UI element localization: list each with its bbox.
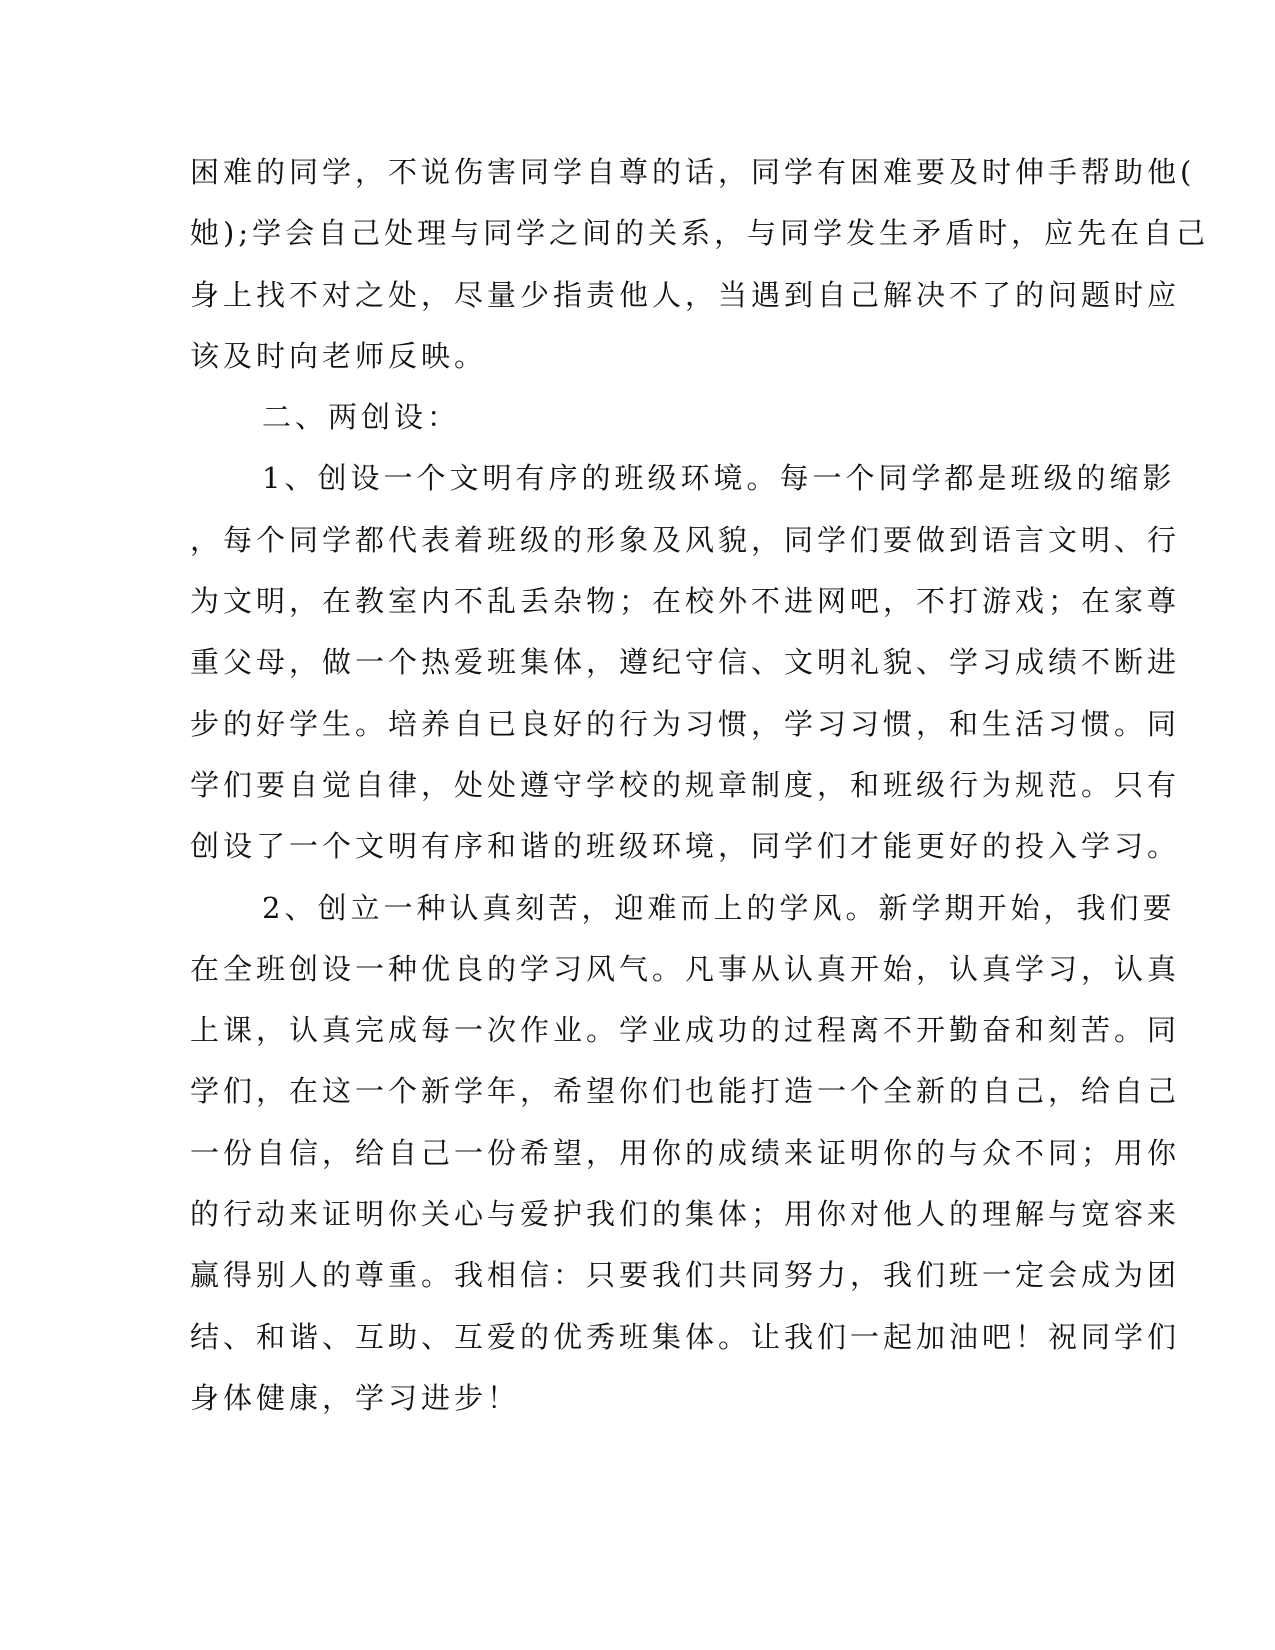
text-line: 重父母，做一个热爱班集体，遵纪守信、文明礼貌、学习成绩不断进 [190,645,1181,680]
text-line: 学们，在这一个新学年，希望你们也能打造一个全新的自己，给自己 [190,1074,1181,1109]
text-line: 结、和谐、互助、互爱的优秀班集体。让我们一起加油吧！祝同学们 [190,1319,1181,1354]
body-text [190,142,1210,1429]
text-line: 上课，认真完成每一次作业。学业成功的过程离不开勤奋和刻苦。同 [190,1013,1181,1048]
text-line: 困难的同学，不说伤害同学自尊的话，同学有困难要及时伸手帮助他( [190,155,1196,189]
text-line: 该及时向老师反映。 [190,338,488,373]
text-line: 在全班创设一种优良的学习风气。凡事从认真开始，认真学习，认真 [190,951,1181,986]
text-line: 身上找不对之处，尽量少指责他人，当遇到自己解决不了的问题时应 [190,277,1181,312]
text-line: 身体健康，学习进步！ [190,1380,521,1415]
text-line: 学们要自觉自律，处处遵守学校的规章制度，和班级行为规范。只有 [190,767,1181,802]
text-line: 她);学会自己处理与同学之间的关系，与同学发生矛盾时，应先在自己 [190,216,1210,251]
text-line: 创设了一个文明有序和谐的班级环境，同学们才能更好的投入学习。 [190,829,1181,864]
text-line: 2、创立一种认真刻苦，迎难而上的学风。新学期开始，我们要 [262,890,1176,925]
text-line: ，每个同学都代表着班级的形象及风貌，同学们要做到语言文明、行 [190,522,1181,557]
text-line: 1、创设一个文明有序的班级环境。每一个同学都是班级的缩影 [262,461,1176,496]
section-heading: 二、两创设： [262,400,461,435]
text-line: 赢得别人的尊重。我相信：只要我们共同努力，我们班一定会成为团 [190,1258,1181,1293]
text-line: 为文明，在教室内不乱丢杂物；在校外不进网吧，不打游戏；在家尊 [190,584,1181,619]
text-line: 步的好学生。培养自已良好的行为习惯，学习习惯，和生活习惯。同 [190,706,1181,741]
text-line: 一份自信，给自己一份希望，用你的成绩来证明你的与众不同；用你 [190,1135,1181,1170]
text-line: 的行动来证明你关心与爱护我们的集体；用你对他人的理解与宽容来 [190,1197,1181,1232]
